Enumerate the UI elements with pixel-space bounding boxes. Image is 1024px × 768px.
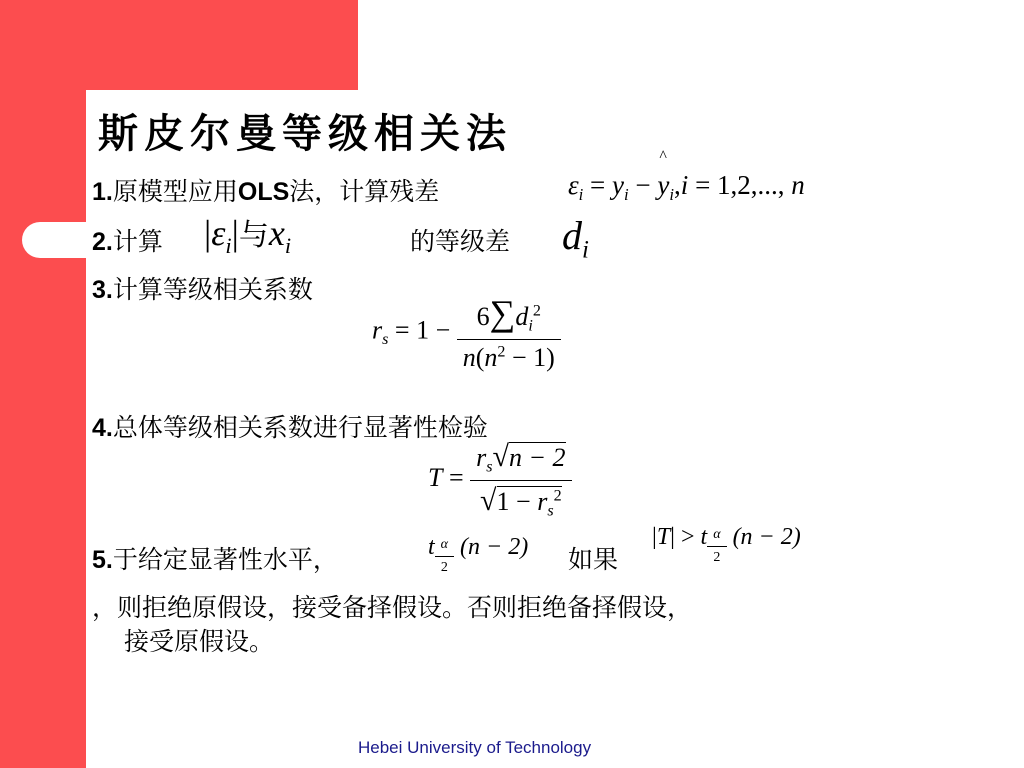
step-3 <box>92 270 313 306</box>
two: 2 <box>707 546 726 566</box>
y-hat <box>657 148 670 201</box>
step-5 <box>92 540 338 576</box>
abs-bar: | <box>670 524 675 550</box>
alpha-symbol: α <box>713 526 721 542</box>
alpha-over-2 <box>707 527 726 566</box>
subscript-i: i <box>669 184 675 204</box>
sqrt-symbol: √ <box>480 483 497 517</box>
step-3-number: 3. <box>92 276 113 304</box>
subscript-s: s <box>382 330 389 348</box>
rs-fraction <box>457 292 561 373</box>
one-minus: 1 − <box>496 486 538 516</box>
superscript-2: 2 <box>497 342 506 360</box>
rank-pair-formula <box>204 210 291 259</box>
n-symbol: n <box>462 342 476 372</box>
rs-denominator <box>457 339 561 373</box>
subscript-s: s <box>486 458 493 476</box>
T-numerator <box>470 440 571 480</box>
step-1-ols: OLS <box>237 178 290 206</box>
one-minus: 1 − <box>416 315 451 345</box>
t-symbol: t <box>428 534 435 560</box>
abs-bar: | <box>231 213 239 253</box>
top-red-block <box>86 0 358 90</box>
d-symbol: d <box>515 302 529 331</box>
step-1-text-a: 原模型应用 <box>112 177 238 206</box>
equals-sign: = <box>448 463 464 493</box>
r-symbol: r <box>372 315 383 345</box>
index-i: i <box>680 170 689 200</box>
step-1-number: 1. <box>92 178 113 206</box>
equals-sign: = <box>590 170 606 200</box>
sqrt-symbol: √ <box>492 440 510 473</box>
with-char: 与 <box>238 218 269 253</box>
rejection-condition <box>652 524 801 566</box>
equals-sign: = <box>394 315 410 345</box>
index-range: 1,2,..., <box>717 170 792 200</box>
step-4-text: 总体等级相关系数进行显著性检验 <box>112 413 488 442</box>
rs-formula <box>372 292 561 373</box>
n-symbol: n <box>484 342 498 372</box>
rs-numerator <box>457 292 561 339</box>
T-symbol: T <box>428 463 443 493</box>
degrees-of-freedom: (n − 2) <box>732 524 801 550</box>
six: 6 <box>476 302 490 331</box>
r-symbol: r <box>537 486 548 516</box>
T-symbol: T <box>656 524 671 550</box>
step-2 <box>92 222 163 258</box>
two: 2 <box>435 556 454 576</box>
step-4 <box>92 408 488 444</box>
step-2-text-b: 的等级差 <box>410 227 511 256</box>
n-symbol: n <box>791 170 805 200</box>
step-1 <box>92 172 439 208</box>
alpha-symbol: α <box>440 536 449 552</box>
n-minus-2: n − 2 <box>509 443 566 472</box>
t-critical-value <box>428 534 528 576</box>
subscript-i: i <box>528 317 533 335</box>
abs-bar: | <box>652 524 657 550</box>
step-1-text-b: 法，计算残差 <box>289 177 440 206</box>
step-2-text-a: 计算 <box>112 227 163 256</box>
epsilon-symbol: ε <box>568 170 579 200</box>
comma: , <box>674 170 681 200</box>
subscript-i: i <box>578 184 584 204</box>
degrees-of-freedom: (n − 2) <box>460 534 529 560</box>
y-symbol: y <box>657 170 670 200</box>
subscript-i: i <box>225 232 232 258</box>
r-symbol: r <box>476 443 487 472</box>
step-4-number: 4. <box>92 414 113 442</box>
T-formula <box>428 440 572 520</box>
x-symbol: x <box>268 213 285 253</box>
hat-symbol: ^ <box>659 148 667 165</box>
superscript-2: 2 <box>532 302 541 320</box>
left-paren: ( <box>475 342 485 372</box>
d-i-symbol <box>562 212 589 265</box>
conclusion-line-2: 接受原假设。 <box>124 627 275 656</box>
superscript-2: 2 <box>553 486 562 504</box>
minus-sign: − <box>635 170 651 200</box>
left-red-strip <box>0 0 86 768</box>
d-symbol: d <box>562 213 582 258</box>
step-5-number: 5. <box>92 546 113 574</box>
subscript-i: i <box>582 236 589 264</box>
epsilon-symbol: ε <box>211 213 226 253</box>
T-denominator <box>470 480 571 521</box>
abs-bar: | <box>204 213 212 253</box>
t-symbol: t <box>700 524 708 550</box>
residual-formula <box>568 148 805 205</box>
T-fraction <box>470 440 571 520</box>
step-2-number: 2. <box>92 228 113 256</box>
equals-sign: = <box>695 170 711 200</box>
y-symbol: y <box>612 170 625 200</box>
subscript-i: i <box>284 232 292 258</box>
subscript-i: i <box>624 184 629 204</box>
sum-symbol: ∑ <box>489 293 516 333</box>
footer-institution: Hebei University of Technology <box>358 738 592 757</box>
step-5-text-a: 于给定显著性水平， <box>112 545 338 574</box>
slide-title: 斯皮尔曼等级相关法 <box>98 110 512 157</box>
step-3-text: 计算等级相关系数 <box>112 275 313 304</box>
step-5-text-b: 如果 <box>568 545 619 574</box>
greater-than: > <box>680 524 695 550</box>
subscript-s: s <box>547 502 554 520</box>
alpha-over-2 <box>435 537 454 576</box>
minus-one-paren: − 1) <box>505 342 555 372</box>
conclusion-line-1: ，则拒绝原假设，接受备择假设。否则拒绝备择假设， <box>92 593 693 622</box>
